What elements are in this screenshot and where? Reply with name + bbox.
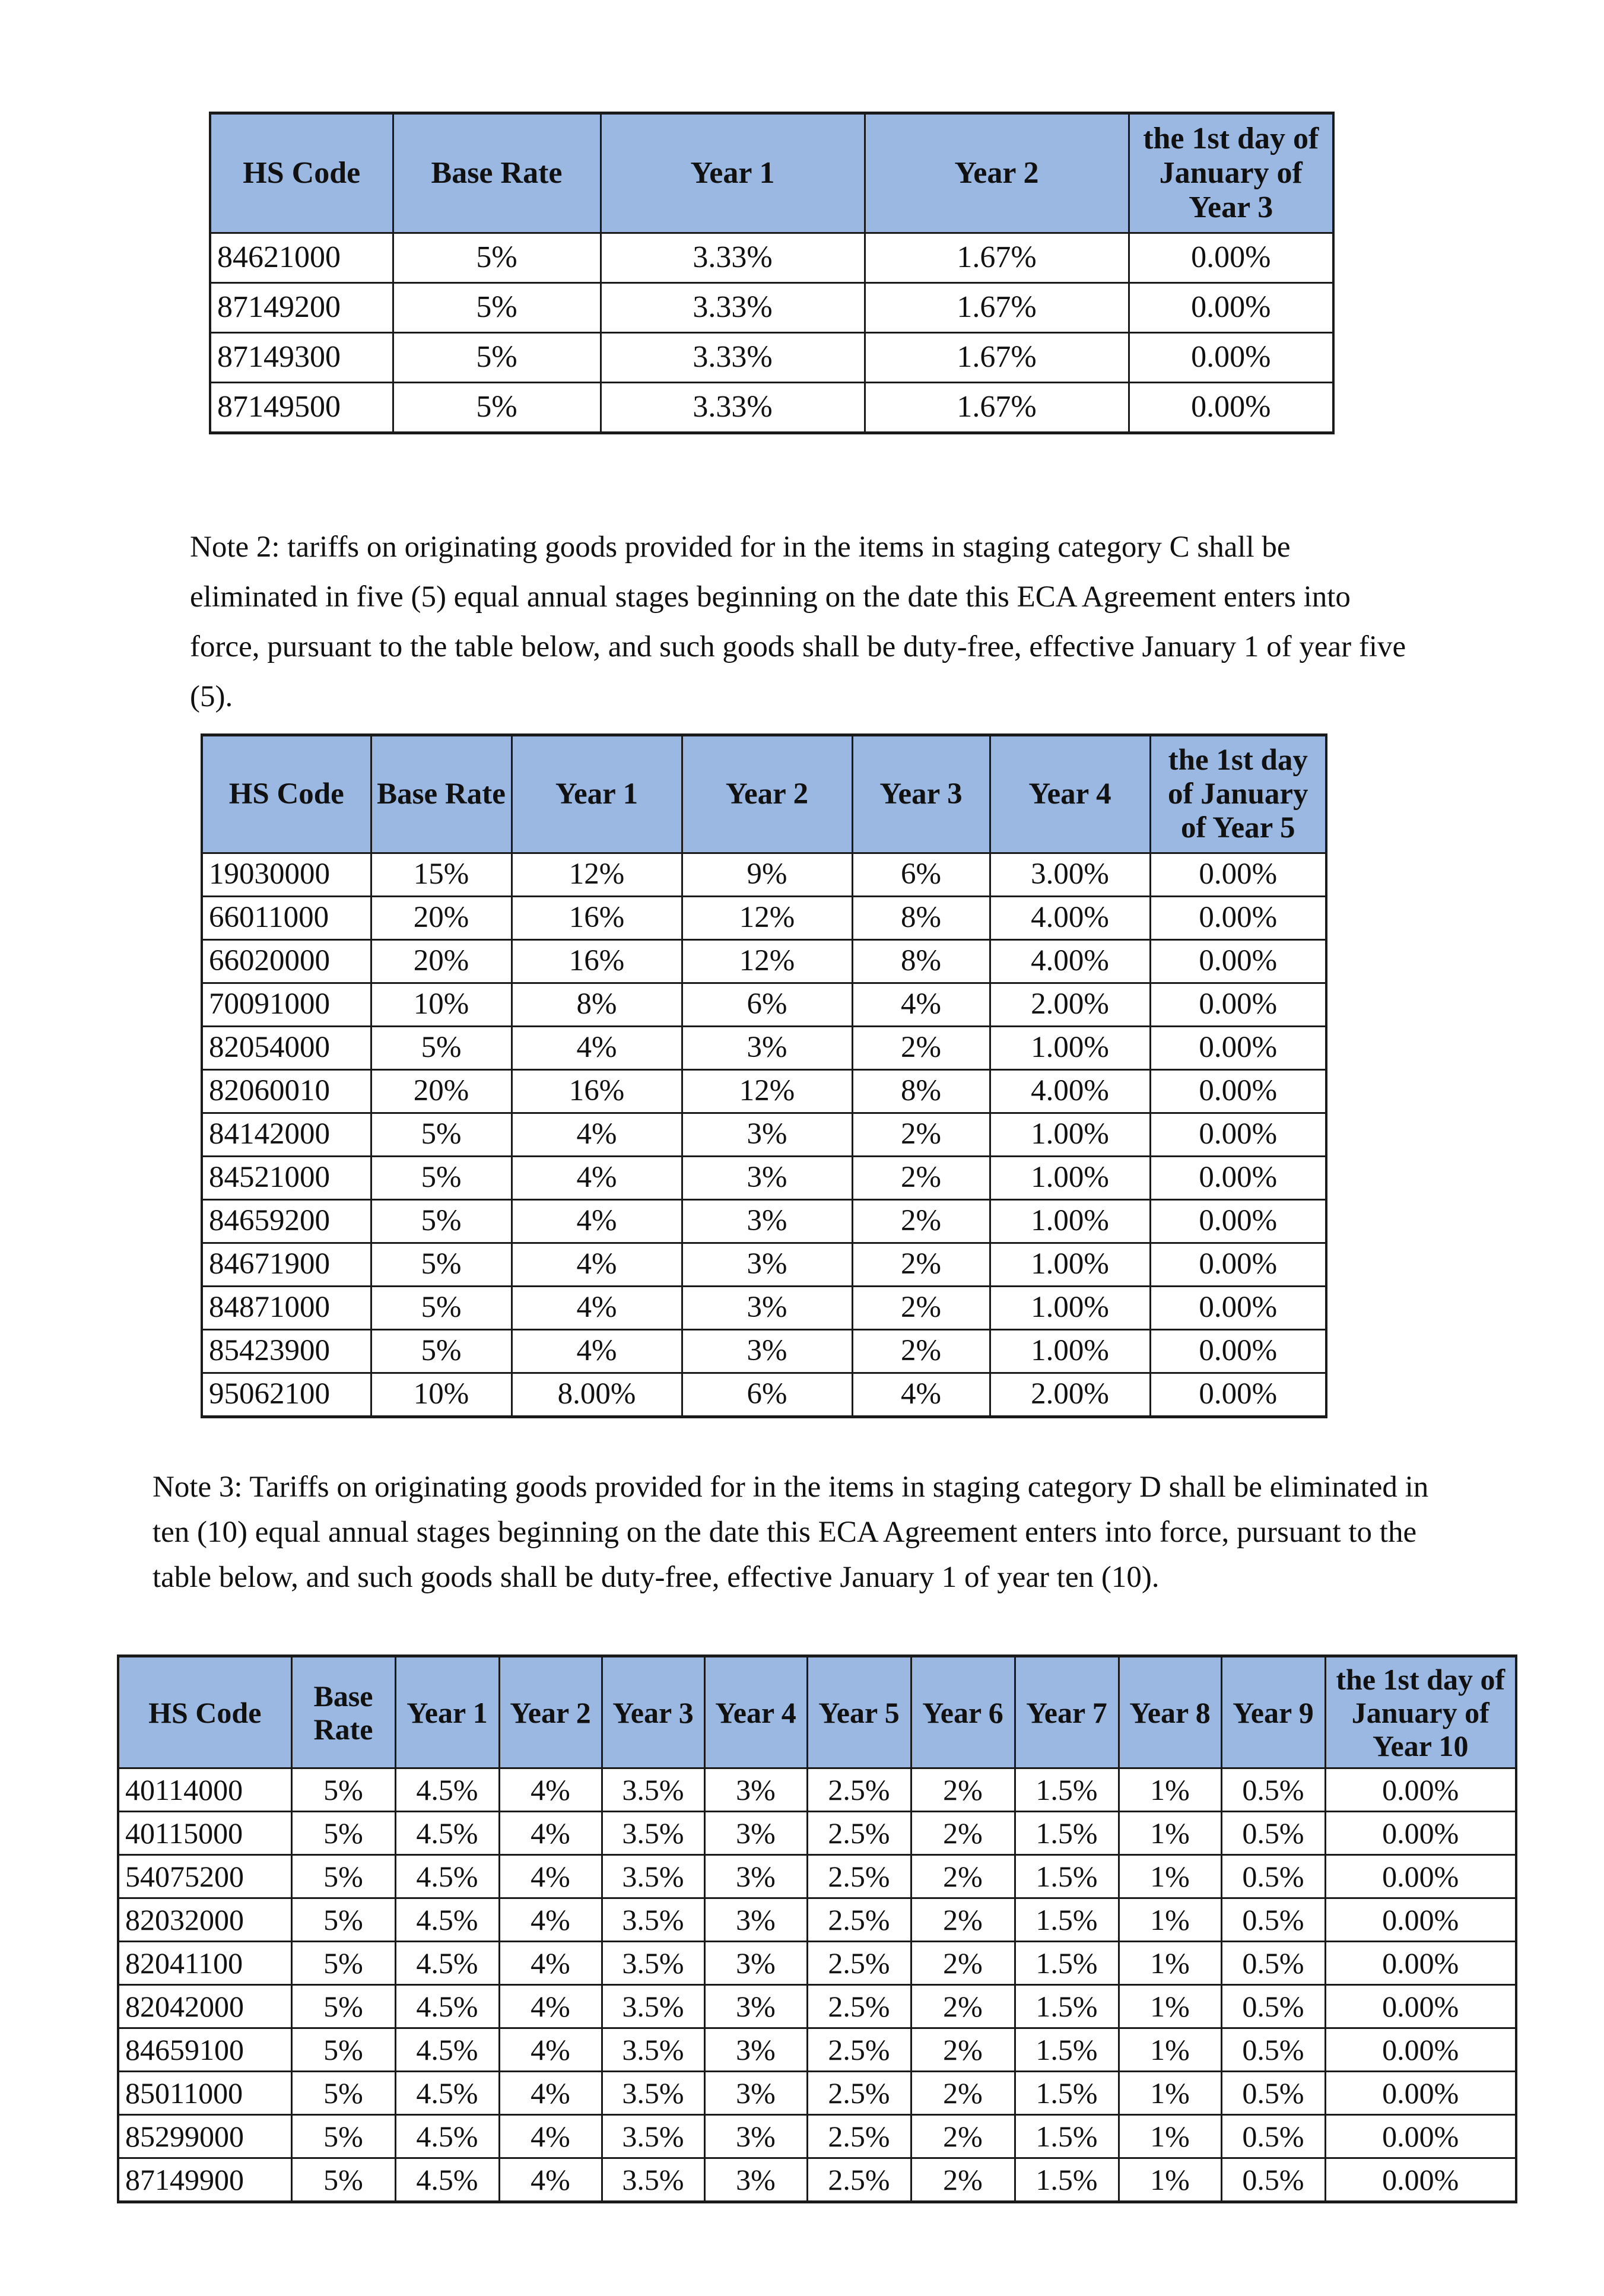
rate-cell: 16% xyxy=(512,940,682,983)
column-header: Year 1 xyxy=(395,1656,499,1768)
rate-cell: 0.00% xyxy=(1325,2072,1516,2115)
rate-cell: 2% xyxy=(911,1942,1015,1985)
rate-cell: 5% xyxy=(393,333,601,383)
rate-cell: 3% xyxy=(682,1330,852,1373)
rate-cell: 2.5% xyxy=(807,1898,911,1942)
rate-cell: 0.00% xyxy=(1325,1812,1516,1855)
rate-cell: 4% xyxy=(499,2158,602,2202)
hs-code-cell: 19030000 xyxy=(202,853,371,897)
table-row xyxy=(118,2158,1516,2202)
header-row xyxy=(118,1656,1516,1768)
rate-cell: 0.5% xyxy=(1221,1768,1325,1812)
rate-cell: 1% xyxy=(1119,2072,1221,2115)
rate-cell: 4% xyxy=(512,1157,682,1200)
table-row xyxy=(202,1330,1326,1373)
table-row xyxy=(118,1985,1516,2028)
rate-cell: 9% xyxy=(682,853,852,897)
rate-cell: 4% xyxy=(512,1113,682,1157)
rate-cell: 2% xyxy=(852,1027,990,1070)
rate-cell: 3.5% xyxy=(602,1898,704,1942)
table-row xyxy=(202,853,1326,897)
rate-cell: 0.00% xyxy=(1129,333,1333,383)
rate-cell: 0.00% xyxy=(1129,283,1333,333)
rate-cell: 0.00% xyxy=(1150,853,1326,897)
column-header: Base Rate xyxy=(291,1656,395,1768)
rate-cell: 5% xyxy=(291,2158,395,2202)
rate-cell: 1.00% xyxy=(990,1287,1150,1330)
rate-cell: 12% xyxy=(682,1070,852,1113)
rate-cell: 3.5% xyxy=(602,1855,704,1898)
rate-cell: 3.5% xyxy=(602,2072,704,2115)
column-header: Year 9 xyxy=(1221,1656,1325,1768)
rate-cell: 5% xyxy=(393,233,601,283)
rate-cell: 1% xyxy=(1119,1812,1221,1855)
rate-cell: 1.00% xyxy=(990,1330,1150,1373)
rate-cell: 2% xyxy=(911,1855,1015,1898)
column-header: Year 6 xyxy=(911,1656,1015,1768)
rate-cell: 3% xyxy=(704,2158,807,2202)
rate-cell: 8% xyxy=(852,897,990,940)
rate-cell: 0.5% xyxy=(1221,1942,1325,1985)
rate-cell: 4.5% xyxy=(395,1812,499,1855)
rate-cell: 5% xyxy=(291,2115,395,2158)
tariff-table-3-year xyxy=(209,112,1335,434)
rate-cell: 5% xyxy=(291,1898,395,1942)
table-row xyxy=(210,283,1333,333)
rate-cell: 1.5% xyxy=(1015,1768,1119,1812)
hs-code-cell: 87149900 xyxy=(118,2158,291,2202)
column-header: Year 2 xyxy=(499,1656,602,1768)
rate-cell: 5% xyxy=(371,1330,512,1373)
rate-cell: 16% xyxy=(512,1070,682,1113)
rate-cell: 5% xyxy=(291,1985,395,2028)
hs-code-cell: 84521000 xyxy=(202,1157,371,1200)
rate-cell: 0.5% xyxy=(1221,1855,1325,1898)
rate-cell: 5% xyxy=(393,383,601,433)
rate-cell: 2% xyxy=(852,1243,990,1287)
table-row xyxy=(202,897,1326,940)
table-row xyxy=(202,940,1326,983)
rate-cell: 2% xyxy=(911,2072,1015,2115)
tariff-table-10-year xyxy=(117,1654,1517,2203)
rate-cell: 12% xyxy=(512,853,682,897)
rate-cell: 2.00% xyxy=(990,1373,1150,1417)
rate-cell: 1.5% xyxy=(1015,1898,1119,1942)
rate-cell: 15% xyxy=(371,853,512,897)
rate-cell: 5% xyxy=(291,1812,395,1855)
rate-cell: 1.5% xyxy=(1015,2158,1119,2202)
hs-code-cell: 84671900 xyxy=(202,1243,371,1287)
hs-code-cell: 82060010 xyxy=(202,1070,371,1113)
rate-cell: 8% xyxy=(852,1070,990,1113)
hs-code-cell: 84621000 xyxy=(210,233,393,283)
rate-cell: 5% xyxy=(291,1855,395,1898)
note-3-paragraph: Note 3: Tariffs on originating goods provided for in the items in staging category D shall be eliminated in ten (10) equal annual stages beginning on the date this ECA Agreement enters into force, pursuant to the table below, and such goods shall be duty-free, effective January 1 of year ten (10). xyxy=(153,1471,1429,1594)
header-row xyxy=(202,735,1326,853)
rate-cell: 4.5% xyxy=(395,2115,499,2158)
column-header: Year 8 xyxy=(1119,1656,1221,1768)
rate-cell: 3.5% xyxy=(602,1812,704,1855)
rate-cell: 2% xyxy=(852,1200,990,1243)
column-header: Year 7 xyxy=(1015,1656,1119,1768)
rate-cell: 0.00% xyxy=(1129,383,1333,433)
rate-cell: 4% xyxy=(499,2028,602,2072)
column-header-hs-code: HS Code xyxy=(202,735,371,853)
note-2-paragraph: Note 2: tariffs on originating goods provided for in the items in staging category C shall be eliminated in five (5) equal annual stages beginning on the date this ECA Agreement enters into force, pursuant to the table below, and such goods shall be duty-free, effective January 1 of year five (5). xyxy=(190,531,1406,713)
rate-cell: 8% xyxy=(852,940,990,983)
table-header xyxy=(210,113,1333,233)
hs-code-cell: 84871000 xyxy=(202,1287,371,1330)
table-row xyxy=(118,2115,1516,2158)
hs-code-cell: 40114000 xyxy=(118,1768,291,1812)
hs-code-cell: 82032000 xyxy=(118,1898,291,1942)
tariff-table-5-year xyxy=(201,733,1327,1418)
hs-code-cell: 66011000 xyxy=(202,897,371,940)
column-header: Base Rate xyxy=(393,113,601,233)
rate-cell: 2.5% xyxy=(807,2115,911,2158)
rate-cell: 3% xyxy=(682,1027,852,1070)
rate-cell: 5% xyxy=(371,1157,512,1200)
rate-cell: 1.5% xyxy=(1015,2028,1119,2072)
table-body xyxy=(210,233,1333,433)
hs-code-cell: 87149500 xyxy=(210,383,393,433)
rate-cell: 0.00% xyxy=(1150,1070,1326,1113)
rate-cell: 0.00% xyxy=(1150,1243,1326,1287)
rate-cell: 2.5% xyxy=(807,1812,911,1855)
rate-cell: 1.00% xyxy=(990,1157,1150,1200)
column-header: Year 3 xyxy=(852,735,990,853)
table-row xyxy=(118,1855,1516,1898)
rate-cell: 4% xyxy=(512,1027,682,1070)
rate-cell: 5% xyxy=(371,1200,512,1243)
column-header: Year 2 xyxy=(865,113,1129,233)
rate-cell: 3.00% xyxy=(990,853,1150,897)
rate-cell: 3% xyxy=(682,1243,852,1287)
rate-cell: 3% xyxy=(704,1898,807,1942)
hs-code-cell: 84659100 xyxy=(118,2028,291,2072)
rate-cell: 2.5% xyxy=(807,1942,911,1985)
rate-cell: 0.5% xyxy=(1221,2115,1325,2158)
rate-cell: 0.00% xyxy=(1325,1855,1516,1898)
rate-cell: 10% xyxy=(371,983,512,1027)
rate-cell: 2% xyxy=(911,1985,1015,2028)
rate-cell: 4% xyxy=(499,1812,602,1855)
rate-cell: 3% xyxy=(682,1200,852,1243)
rate-cell: 3.33% xyxy=(601,383,865,433)
rate-cell: 12% xyxy=(682,940,852,983)
rate-cell: 4% xyxy=(499,2115,602,2158)
rate-cell: 4.00% xyxy=(990,1070,1150,1113)
rate-cell: 4% xyxy=(512,1287,682,1330)
table-row xyxy=(202,1070,1326,1113)
column-header: the 1st day of January of Year 5 xyxy=(1150,735,1326,853)
hs-code-cell: 82041100 xyxy=(118,1942,291,1985)
rate-cell: 8% xyxy=(512,983,682,1027)
table-row xyxy=(210,333,1333,383)
rate-cell: 3.33% xyxy=(601,233,865,283)
rate-cell: 0.00% xyxy=(1325,1985,1516,2028)
rate-cell: 4% xyxy=(512,1200,682,1243)
table-header xyxy=(118,1656,1516,1768)
table-row xyxy=(202,1157,1326,1200)
rate-cell: 5% xyxy=(291,1942,395,1985)
table-row xyxy=(118,1898,1516,1942)
column-header: the 1st day of January of Year 10 xyxy=(1325,1656,1516,1768)
table-body xyxy=(118,1768,1516,2202)
rate-cell: 3.33% xyxy=(601,283,865,333)
rate-cell: 3% xyxy=(704,1855,807,1898)
header-row xyxy=(210,113,1333,233)
rate-cell: 2.5% xyxy=(807,1855,911,1898)
table-row xyxy=(118,1942,1516,1985)
rate-cell: 1.5% xyxy=(1015,1812,1119,1855)
rate-cell: 20% xyxy=(371,1070,512,1113)
rate-cell: 1% xyxy=(1119,1855,1221,1898)
rate-cell: 4.00% xyxy=(990,940,1150,983)
rate-cell: 4% xyxy=(512,1330,682,1373)
rate-cell: 1.5% xyxy=(1015,2072,1119,2115)
rate-cell: 0.5% xyxy=(1221,1812,1325,1855)
rate-cell: 0.00% xyxy=(1150,1027,1326,1070)
rate-cell: 0.00% xyxy=(1150,1287,1326,1330)
rate-cell: 2.5% xyxy=(807,2158,911,2202)
hs-code-cell: 85299000 xyxy=(118,2115,291,2158)
rate-cell: 1.67% xyxy=(865,283,1129,333)
hs-code-cell: 87149300 xyxy=(210,333,393,383)
rate-cell: 0.00% xyxy=(1150,940,1326,983)
rate-cell: 2.5% xyxy=(807,2028,911,2072)
column-header: Base Rate xyxy=(371,735,512,853)
rate-cell: 0.5% xyxy=(1221,2072,1325,2115)
rate-cell: 3.5% xyxy=(602,1942,704,1985)
hs-code-cell: 85423900 xyxy=(202,1330,371,1373)
column-header: the 1st day of January of Year 3 xyxy=(1129,113,1333,233)
rate-cell: 3.5% xyxy=(602,2028,704,2072)
rate-cell: 1.00% xyxy=(990,1113,1150,1157)
hs-code-cell: 70091000 xyxy=(202,983,371,1027)
rate-cell: 1% xyxy=(1119,1942,1221,1985)
rate-cell: 4.5% xyxy=(395,1898,499,1942)
hs-code-cell: 54075200 xyxy=(118,1855,291,1898)
rate-cell: 1.67% xyxy=(865,383,1129,433)
rate-cell: 0.00% xyxy=(1150,1157,1326,1200)
column-header: Year 1 xyxy=(512,735,682,853)
table-body xyxy=(202,853,1326,1417)
column-header: Year 3 xyxy=(602,1656,704,1768)
rate-cell: 4% xyxy=(499,2072,602,2115)
rate-cell: 4.00% xyxy=(990,897,1150,940)
rate-cell: 1% xyxy=(1119,1985,1221,2028)
rate-cell: 1% xyxy=(1119,2028,1221,2072)
rate-cell: 3.5% xyxy=(602,2115,704,2158)
table-row xyxy=(202,1373,1326,1417)
rate-cell: 1.5% xyxy=(1015,2115,1119,2158)
rate-cell: 0.5% xyxy=(1221,1985,1325,2028)
rate-cell: 4% xyxy=(499,1898,602,1942)
rate-cell: 1.5% xyxy=(1015,1855,1119,1898)
rate-cell: 4.5% xyxy=(395,2158,499,2202)
hs-code-cell: 82042000 xyxy=(118,1985,291,2028)
table-row xyxy=(118,1768,1516,1812)
rate-cell: 0.00% xyxy=(1325,1768,1516,1812)
rate-cell: 2% xyxy=(911,2028,1015,2072)
rate-cell: 6% xyxy=(682,1373,852,1417)
rate-cell: 4.5% xyxy=(395,1768,499,1812)
rate-cell: 0.00% xyxy=(1150,897,1326,940)
rate-cell: 1% xyxy=(1119,1898,1221,1942)
rate-cell: 0.00% xyxy=(1150,1373,1326,1417)
rate-cell: 0.00% xyxy=(1150,1330,1326,1373)
column-header-hs-code: HS Code xyxy=(210,113,393,233)
column-header: Year 5 xyxy=(807,1656,911,1768)
rate-cell: 0.5% xyxy=(1221,1898,1325,1942)
rate-cell: 1.00% xyxy=(990,1027,1150,1070)
table-row xyxy=(118,2028,1516,2072)
rate-cell: 2.5% xyxy=(807,2072,911,2115)
rate-cell: 1.67% xyxy=(865,333,1129,383)
rate-cell: 2% xyxy=(852,1287,990,1330)
rate-cell: 4.5% xyxy=(395,2028,499,2072)
table-row xyxy=(202,983,1326,1027)
rate-cell: 4% xyxy=(499,1855,602,1898)
rate-cell: 1% xyxy=(1119,2158,1221,2202)
rate-cell: 2.5% xyxy=(807,1985,911,2028)
hs-code-cell: 84142000 xyxy=(202,1113,371,1157)
table-row xyxy=(118,2072,1516,2115)
rate-cell: 0.00% xyxy=(1150,1113,1326,1157)
hs-code-cell: 95062100 xyxy=(202,1373,371,1417)
column-header: Year 1 xyxy=(601,113,865,233)
rate-cell: 4.5% xyxy=(395,1942,499,1985)
rate-cell: 3% xyxy=(704,2028,807,2072)
rate-cell: 3% xyxy=(704,1768,807,1812)
rate-cell: 1.00% xyxy=(990,1243,1150,1287)
rate-cell: 2.00% xyxy=(990,983,1150,1027)
rate-cell: 3% xyxy=(704,2072,807,2115)
hs-code-cell: 84659200 xyxy=(202,1200,371,1243)
rate-cell: 3% xyxy=(704,1942,807,1985)
rate-cell: 3.5% xyxy=(602,2158,704,2202)
rate-cell: 4% xyxy=(499,1985,602,2028)
rate-cell: 6% xyxy=(682,983,852,1027)
rate-cell: 2% xyxy=(911,1768,1015,1812)
rate-cell: 2% xyxy=(852,1113,990,1157)
table-row xyxy=(202,1243,1326,1287)
rate-cell: 2% xyxy=(911,2115,1015,2158)
rate-cell: 4.5% xyxy=(395,2072,499,2115)
hs-code-cell: 40115000 xyxy=(118,1812,291,1855)
rate-cell: 4.5% xyxy=(395,1855,499,1898)
rate-cell: 6% xyxy=(852,853,990,897)
rate-cell: 3.33% xyxy=(601,333,865,383)
rate-cell: 4.5% xyxy=(395,1985,499,2028)
hs-code-cell: 82054000 xyxy=(202,1027,371,1070)
hs-code-cell: 85011000 xyxy=(118,2072,291,2115)
column-header: Year 4 xyxy=(990,735,1150,853)
rate-cell: 8.00% xyxy=(512,1373,682,1417)
rate-cell: 5% xyxy=(371,1113,512,1157)
rate-cell: 1% xyxy=(1119,2115,1221,2158)
hs-code-cell: 87149200 xyxy=(210,283,393,333)
rate-cell: 1.00% xyxy=(990,1200,1150,1243)
rate-cell: 0.5% xyxy=(1221,2028,1325,2072)
rate-cell: 3.5% xyxy=(602,1768,704,1812)
rate-cell: 4% xyxy=(499,1768,602,1812)
rate-cell: 4% xyxy=(512,1243,682,1287)
rate-cell: 4% xyxy=(499,1942,602,1985)
rate-cell: 5% xyxy=(371,1287,512,1330)
hs-code-cell: 66020000 xyxy=(202,940,371,983)
table-row xyxy=(202,1200,1326,1243)
table-row xyxy=(202,1287,1326,1330)
rate-cell: 2% xyxy=(911,1812,1015,1855)
rate-cell: 1.5% xyxy=(1015,1985,1119,2028)
column-header: Year 4 xyxy=(704,1656,807,1768)
rate-cell: 2% xyxy=(911,2158,1015,2202)
rate-cell: 0.00% xyxy=(1150,1200,1326,1243)
rate-cell: 0.00% xyxy=(1325,1898,1516,1942)
rate-cell: 1% xyxy=(1119,1768,1221,1812)
rate-cell: 0.00% xyxy=(1325,1942,1516,1985)
rate-cell: 3% xyxy=(704,1985,807,2028)
rate-cell: 5% xyxy=(371,1027,512,1070)
rate-cell: 0.00% xyxy=(1325,2028,1516,2072)
table-row xyxy=(202,1027,1326,1070)
table-row xyxy=(210,383,1333,433)
rate-cell: 0.00% xyxy=(1150,983,1326,1027)
rate-cell: 3% xyxy=(682,1113,852,1157)
table-row xyxy=(118,1812,1516,1855)
rate-cell: 0.00% xyxy=(1325,2158,1516,2202)
rate-cell: 5% xyxy=(393,283,601,333)
rate-cell: 1.5% xyxy=(1015,1942,1119,1985)
column-header: Year 2 xyxy=(682,735,852,853)
rate-cell: 3% xyxy=(704,1812,807,1855)
rate-cell: 5% xyxy=(371,1243,512,1287)
rate-cell: 20% xyxy=(371,940,512,983)
rate-cell: 3% xyxy=(704,2115,807,2158)
rate-cell: 0.5% xyxy=(1221,2158,1325,2202)
table-header xyxy=(202,735,1326,853)
rate-cell: 16% xyxy=(512,897,682,940)
rate-cell: 5% xyxy=(291,2072,395,2115)
rate-cell: 20% xyxy=(371,897,512,940)
rate-cell: 3% xyxy=(682,1157,852,1200)
rate-cell: 1.67% xyxy=(865,233,1129,283)
rate-cell: 4% xyxy=(852,1373,990,1417)
table-row xyxy=(210,233,1333,283)
rate-cell: 10% xyxy=(371,1373,512,1417)
rate-cell: 5% xyxy=(291,1768,395,1812)
rate-cell: 2% xyxy=(852,1330,990,1373)
rate-cell: 3% xyxy=(682,1287,852,1330)
rate-cell: 0.00% xyxy=(1129,233,1333,283)
rate-cell: 2.5% xyxy=(807,1768,911,1812)
column-header-hs-code: HS Code xyxy=(118,1656,291,1768)
rate-cell: 3.5% xyxy=(602,1985,704,2028)
rate-cell: 12% xyxy=(682,897,852,940)
table-row xyxy=(202,1113,1326,1157)
rate-cell: 2% xyxy=(911,1898,1015,1942)
rate-cell: 0.00% xyxy=(1325,2115,1516,2158)
rate-cell: 5% xyxy=(291,2028,395,2072)
rate-cell: 4% xyxy=(852,983,990,1027)
rate-cell: 2% xyxy=(852,1157,990,1200)
